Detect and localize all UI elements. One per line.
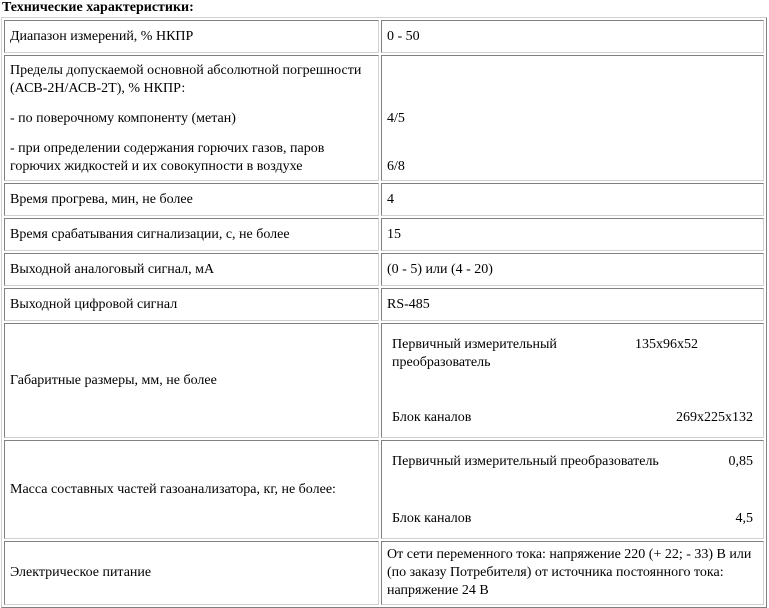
digital-label: Выходной цифровой сигнал [4, 288, 379, 321]
specs-table [1, 17, 767, 608]
digital-value: RS-485 [381, 288, 764, 321]
power-label: Электрическое питание [4, 541, 379, 605]
table-row-warmup [4, 183, 764, 216]
mass-inner-table [387, 449, 758, 532]
mass-label: Масса составных частей газоанализатора, кг, не более: [4, 440, 379, 539]
analog-value: (0 - 5) или (4 - 20) [381, 253, 764, 286]
table-row-power [4, 541, 764, 605]
error-cell [4, 55, 379, 181]
dimensions-item1-value: 135х96х52 [635, 337, 699, 352]
dimensions-item1-label: Первичный измерительный преобразователь [392, 337, 557, 370]
dimensions-item2-value: 269х225х132 [676, 410, 753, 425]
mass-values-cell [381, 440, 764, 539]
warmup-value: 4 [381, 183, 764, 216]
dimensions-values-cell [381, 323, 764, 438]
error-label: Пределы допускаемой основной абсолютной погрешности (АСВ-2Н/АСВ-2Т), % НКПР: [10, 63, 362, 96]
error-item2-value: 6/8 [387, 159, 405, 174]
error-item2-label: - при определении содержания горючих газов, паров горючих жидкостей и их совокупности в воздухе [10, 141, 325, 174]
dimensions-inner-table [387, 332, 758, 431]
error-item1-value: 4/5 [387, 111, 405, 126]
dimensions-label: Габаритные размеры, мм, не более [4, 323, 379, 438]
mass-item1-value: 0,85 [728, 454, 753, 469]
alarm-label: Время срабатывания сигнализации, с, не более [4, 218, 379, 251]
mass-item2-label: Блок каналов [392, 511, 472, 526]
mass-item2-value: 4,5 [735, 511, 753, 526]
error-values-cell [381, 55, 764, 181]
table-row-dimensions [4, 323, 764, 438]
range-value: 0 - 50 [381, 20, 764, 53]
mass-item1-label: Первичный измерительный преобразователь [392, 454, 659, 469]
alarm-value: 15 [381, 218, 764, 251]
table-row-analog [4, 253, 764, 286]
warmup-label: Время прогрева, мин, не более [4, 183, 379, 216]
analog-label: Выходной аналоговый сигнал, мА [4, 253, 379, 286]
table-row-error [4, 55, 764, 181]
page-heading: Технические характеристики: [2, 0, 194, 15]
table-row-digital [4, 288, 764, 321]
table-row-mass [4, 440, 764, 539]
dimensions-item2-label: Блок каналов [392, 410, 472, 425]
power-value: От сети переменного тока: напряжение 220 (+ 22; - 33) В или (по заказу Потребителя) от источника постоянного тока: напряжение 24 В [381, 541, 764, 605]
table-row-range [4, 20, 764, 53]
table-row-alarm [4, 218, 764, 251]
error-item1-label: - по поверочному компоненту (метан) [10, 111, 236, 126]
range-label: Диапазон измерений, % НКПР [4, 20, 379, 53]
